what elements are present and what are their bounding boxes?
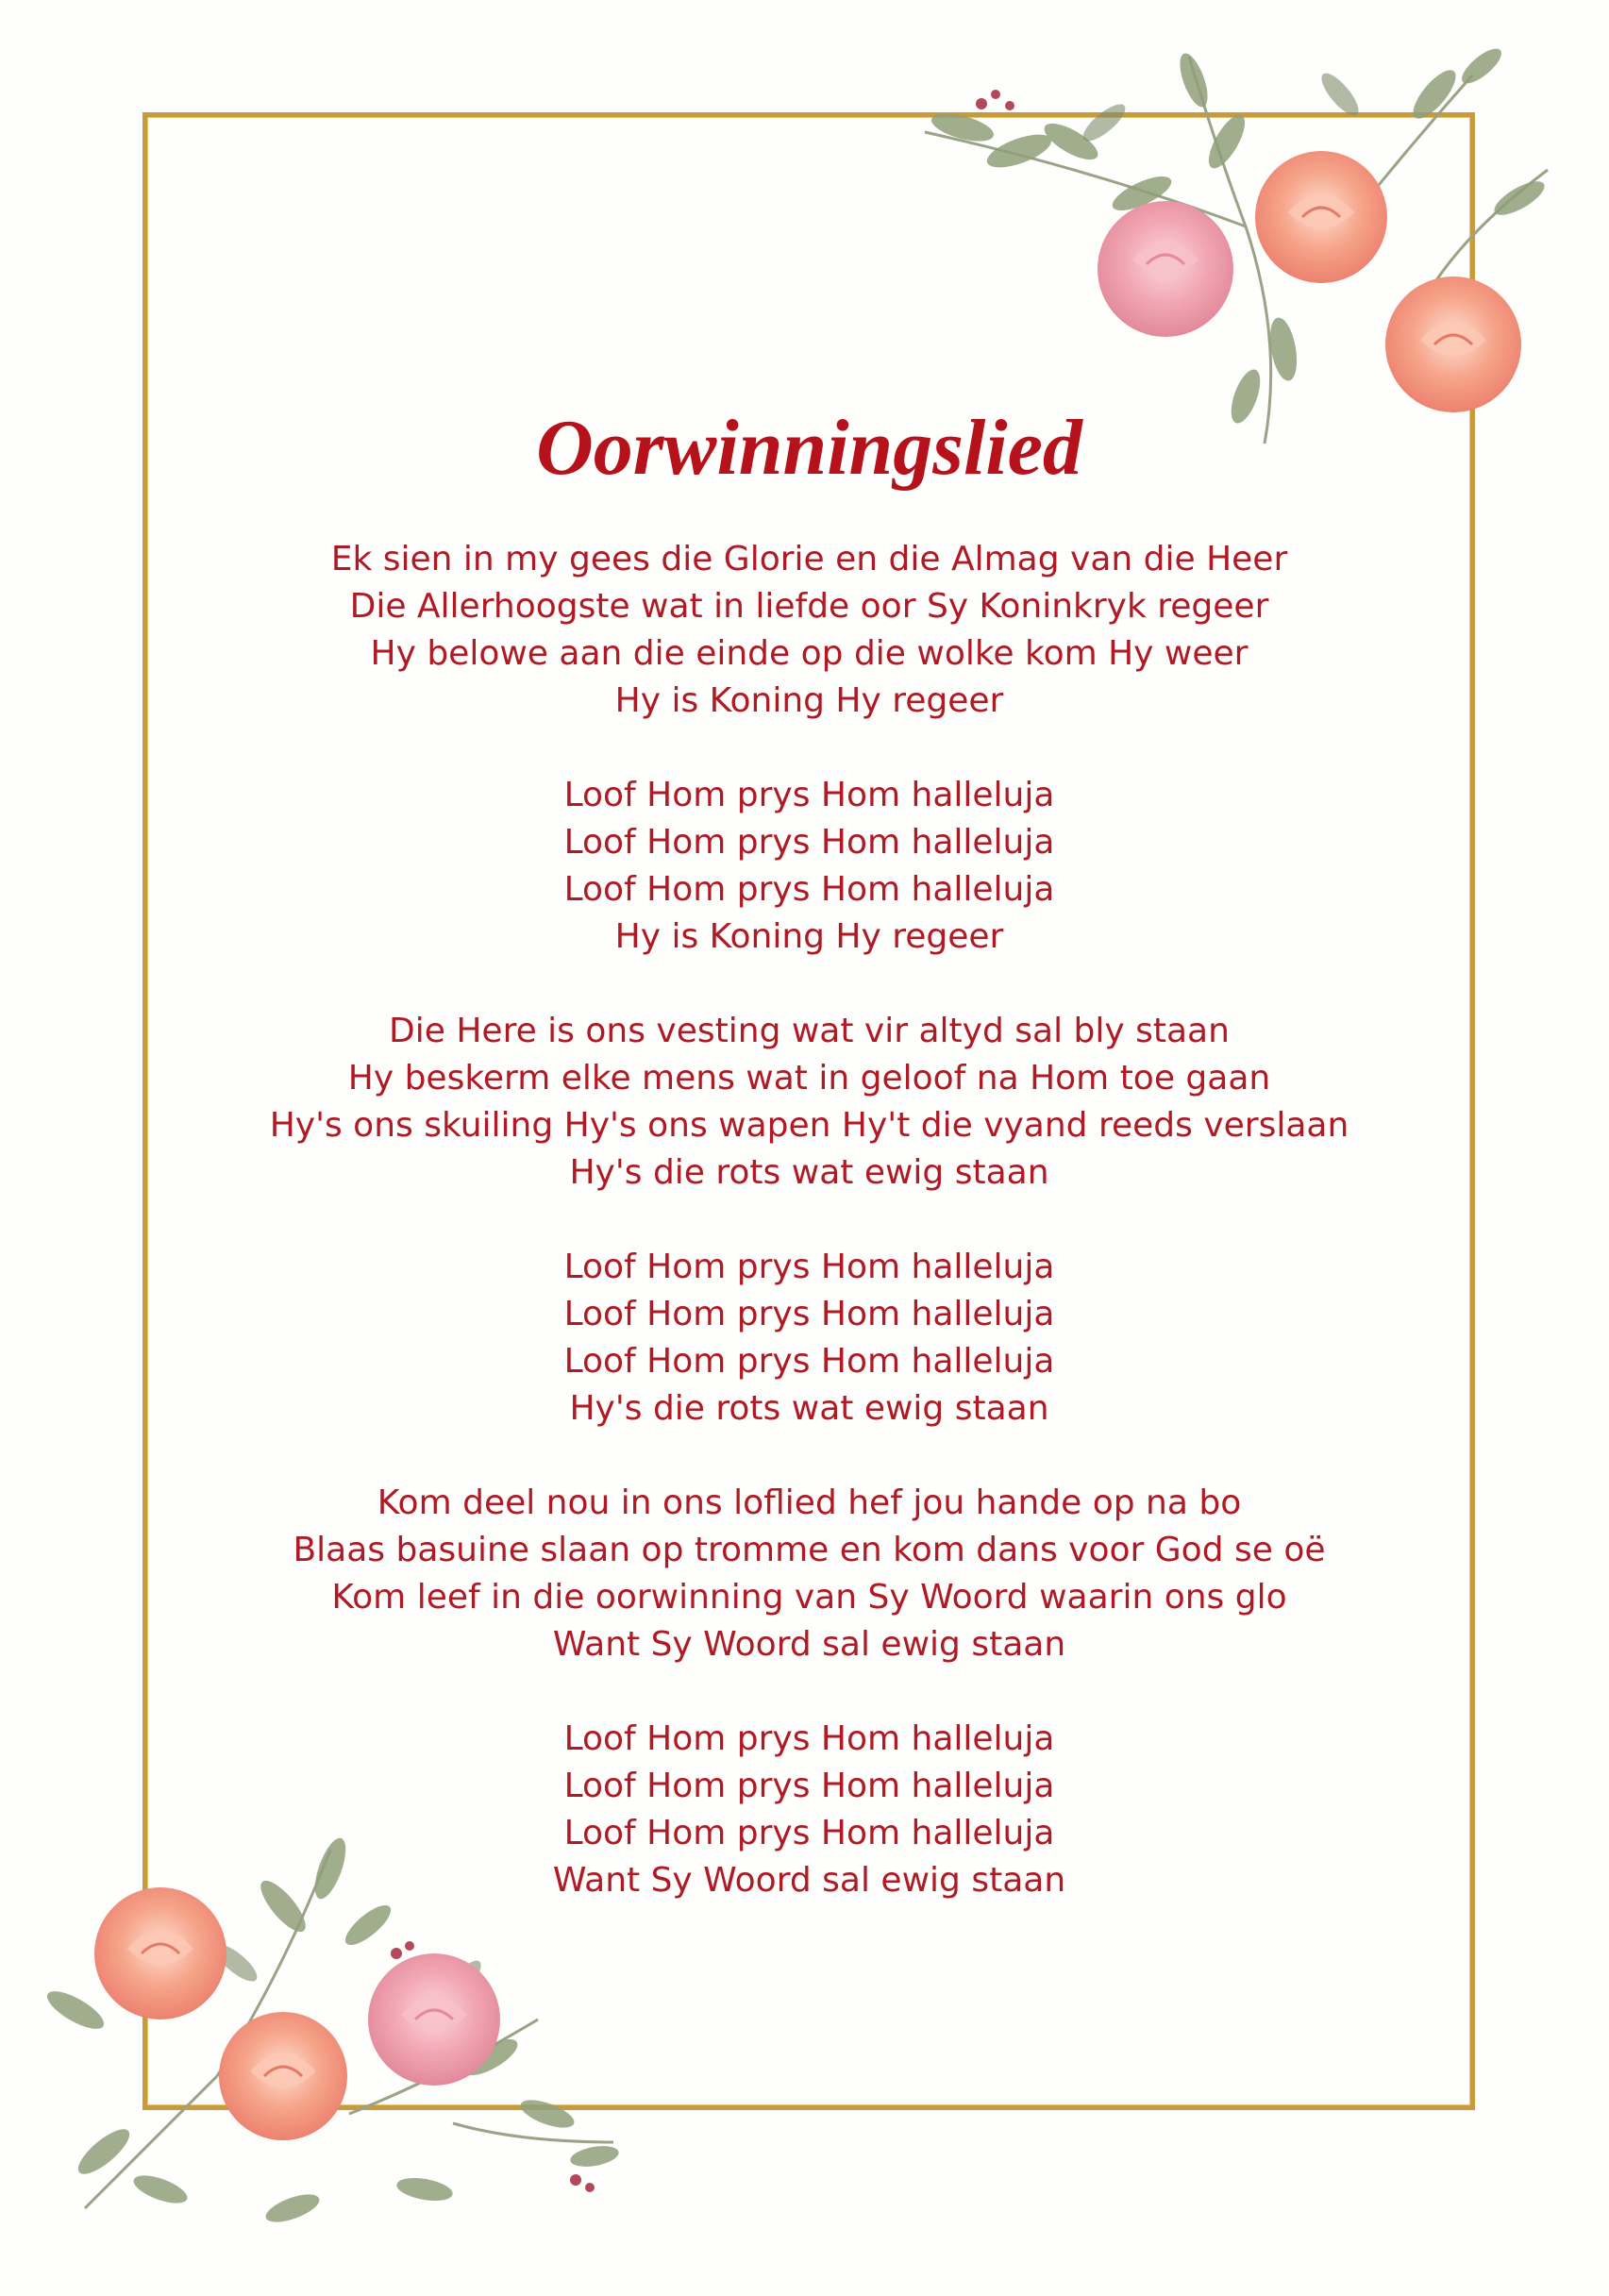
song-title: Oorwinningslied (536, 404, 1082, 492)
stanza-chorus-1 (151, 772, 1467, 961)
lyric-line: Loof Hom prys Hom halleluja (563, 1767, 1055, 1805)
lyric-line: Loof Hom prys Hom halleluja (563, 1719, 1055, 1758)
stanza-verse-3 (151, 1480, 1467, 1668)
lyric-line: Loof Hom prys Hom halleluja (563, 870, 1055, 909)
lyric-line: Blaas basuine slaan op tromme en kom dans voor God se oë (293, 1531, 1326, 1569)
stanza-chorus-2 (151, 1244, 1467, 1433)
lyric-line: Hy's die rots wat ewig staan (569, 1389, 1049, 1428)
lyric-line: Want Sy Woord sal ewig staan (552, 1861, 1066, 1900)
stanza-verse-2 (151, 1008, 1467, 1197)
lyric-line: Hy is Koning Hy regeer (614, 917, 1004, 956)
lyric-line: Loof Hom prys Hom halleluja (563, 776, 1055, 814)
lyric-line: Hy's die rots wat ewig staan (569, 1153, 1049, 1192)
lyric-line: Loof Hom prys Hom halleluja (563, 1248, 1055, 1286)
lyric-line: Hy belowe aan die einde op die wolke kom Hy weer (370, 634, 1249, 673)
lyric-line: Want Sy Woord sal ewig staan (552, 1625, 1066, 1664)
stanza-chorus-3 (151, 1716, 1467, 1904)
lyric-line: Kom deel nou in ons loflied hef jou hande op na bo (377, 1483, 1242, 1522)
lyric-line: Hy beskerm elke mens wat in geloof na Hom toe gaan (347, 1059, 1271, 1098)
lyric-line: Loof Hom prys Hom halleluja (563, 1814, 1055, 1852)
lyric-line: Loof Hom prys Hom halleluja (563, 1295, 1055, 1333)
lyric-line: Die Here is ons vesting wat vir altyd sal bly staan (389, 1012, 1230, 1050)
lyric-line: Hy's ons skuiling Hy's ons wapen Hy't die vyand reeds verslaan (269, 1106, 1349, 1145)
lyric-line: Hy is Koning Hy regeer (614, 681, 1004, 720)
lyric-line: Ek sien in my gees die Glorie en die Almag van die Heer (330, 540, 1288, 578)
lyrics (151, 536, 1467, 1952)
lyric-line: Die Allerhoogste wat in liefde oor Sy Koninkryk regeer (349, 587, 1269, 626)
stanza-verse-1 (151, 536, 1467, 725)
lyric-line: Loof Hom prys Hom halleluja (563, 1342, 1055, 1381)
lyric-line: Kom leef in die oorwinning van Sy Woord waarin ons glo (331, 1578, 1287, 1617)
lyric-line: Loof Hom prys Hom halleluja (563, 823, 1055, 862)
